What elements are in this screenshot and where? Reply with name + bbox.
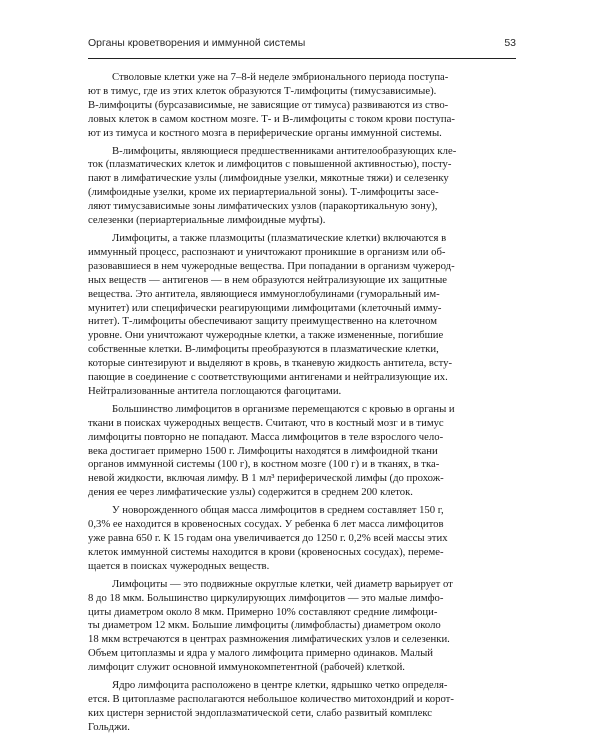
paragraph (88, 232, 516, 399)
page-number: 53 (504, 37, 516, 49)
text-line: невой жидкости, включая лимфу. В 1 мл³ периферической лимфы (до прохож- (88, 472, 444, 485)
text-line: Лимфоциты, а также плазмоциты (плазматические клетки) включаются в (112, 231, 447, 244)
text-line: ткани в поисках чужеродных веществ. Считают, что в костный мозг и в тимус (88, 416, 444, 429)
text-line: (лимфоидные узелки, кроме их периартериальной зоны). Т-лимфоциты засе- (88, 186, 439, 199)
text-line: Большинство лимфоцитов в организме перемещаются с кровью в органы и (112, 402, 455, 415)
text-line: ловых клеток в самом костном мозге. Т- и В-лимфоциты с током крови поступа- (88, 112, 455, 125)
text-line: Стволовые клетки уже на 7–8-й неделе эмбрионального периода поступа- (112, 71, 449, 83)
text-line: пающие в соединение с соответствующими антигенами и нейтрализующие их. (88, 371, 448, 384)
paragraph (88, 578, 516, 675)
text-line: нитет). Т-лимфоциты обеспечивают защиту преимущественно на клеточном (88, 315, 438, 328)
text-line: Ядро лимфоцита расположено в центре клетки, ядрышко четко определя- (112, 679, 448, 692)
text-line: которые синтезируют и выделяют в кровь, в тканевую жидкость антитела, всту- (88, 357, 453, 370)
text-line: лимфоцит служит основной иммунокомпетентной (рабочей) клеткой. (88, 661, 405, 674)
paragraph (88, 145, 516, 228)
running-header (88, 37, 516, 49)
text-line: уже равна 650 г. К 15 годам она увеличивается до 1250 г. 0,2% всей массы этих (88, 532, 448, 544)
text-line: 18 мкм встречаются в центрах размножения лимфатических узлов и селезенки. (88, 633, 450, 646)
body-text (88, 71, 516, 739)
paragraph (88, 504, 516, 574)
text-line: органов иммунной системы (100 г), в костном мозге (100 г) и в тканях, в тка- (88, 458, 440, 471)
text-line: Нейтрализованные антитела поглощаются фагоцитами. (88, 384, 342, 397)
text-line: ты диаметром 12 мкм. Большие лимфоциты (лимфобласты) диаметром около (88, 619, 441, 632)
text-line: Гольджи. (88, 720, 130, 733)
text-line: щается в поисках чужеродных веществ. (88, 559, 270, 572)
text-line: дения ее через лимфатические узлы) содержится в среднем 200 клеток. (88, 486, 413, 499)
text-line: Объем цитоплазмы и ядра у малого лимфоцита примерно одинаков. Малый (88, 647, 433, 660)
text-line: ется. В цитоплазме располагаются небольшое количество митохондрий и корот- (88, 692, 454, 705)
text-line: ных веществ — антигенов — в нем образуются нейтрализующие их защитные (88, 273, 448, 286)
text-line: мунитет) или специфически реагирующими лимфоцитами (клеточный имму- (88, 301, 442, 314)
text-line: 8 до 18 мкм. Большинство циркулирующих лимфоцитов — это малые лимфо- (88, 591, 444, 604)
text-line: уровне. Они уничтожают чужеродные клетки, а также измененные, погибшие (88, 329, 444, 342)
text-line: вещества. Это антитела, являющиеся иммуноглобулинами (гуморальный им- (88, 287, 440, 300)
text-line: В-лимфоциты, являющиеся предшественниками антителообразующих кле- (112, 144, 457, 157)
text-line: лимфоциты повторно не попадают. Масса лимфоцитов в теле взрослого чело- (88, 430, 444, 443)
text-line: собственные клетки. В-лимфоциты преобразуются в плазматические клетки, (88, 343, 439, 356)
paragraph (88, 403, 516, 500)
running-title: Органы кроветворения и иммунной системы (88, 37, 306, 49)
text-line: пают в лимфатические узлы (лимфоидные узелки, мякотные тяжи) и селезенку (88, 172, 449, 185)
text-line: ких цистерн зернистой эндоплазматической сети, слабо развитый комплекс (88, 706, 432, 719)
text-line: Лимфоциты — это подвижные округлые клетки, чей диаметр варьирует от (112, 577, 453, 590)
paragraph (88, 679, 516, 735)
paragraph (88, 71, 516, 141)
text-line: У новорожденного общая масса лимфоцитов в среднем составляет 150 г, (112, 504, 444, 517)
text-line: клеток иммунной системы находится в крови (кровеносных сосудах), переме- (88, 545, 444, 558)
text-line: В-лимфоциты (бурсазависимые, не зависящие от тимуса) развиваются из ство- (88, 98, 449, 111)
text-line: ют из тимуса и костного мозга в периферические органы иммунной системы. (88, 126, 442, 139)
text-line: ток (плазматических клеток и лимфоцитов с повышенной активностью), посту- (88, 158, 452, 171)
text-line: века достигает примерно 1500 г. Лимфоциты находятся в лимфоидной ткани (88, 444, 438, 457)
text-line: иммунный процесс, распознают и уничтожают проникшие в организм или об- (88, 245, 446, 258)
text-line: ют в тимус, где из этих клеток образуются Т-лимфоциты (тимусзависимые). (88, 84, 437, 97)
text-line: циты диаметром около 8 мкм. Примерно 10% составляют средние лимфоци- (88, 605, 438, 618)
header-rule (88, 58, 516, 59)
text-line: 0,3% ее находится в кровеносных сосудах. У ребенка 6 лет масса лимфоцитов (88, 518, 444, 531)
text-line: ляют тимусзависимые зоны лимфатических узлов (паракортикальную зону), (88, 200, 438, 213)
text-line: разовавшиеся в нем чужеродные вещества. При попадании в организм чужерод- (88, 259, 455, 272)
text-line: селезенки (периартериальные лимфоидные муфты). (88, 214, 326, 227)
